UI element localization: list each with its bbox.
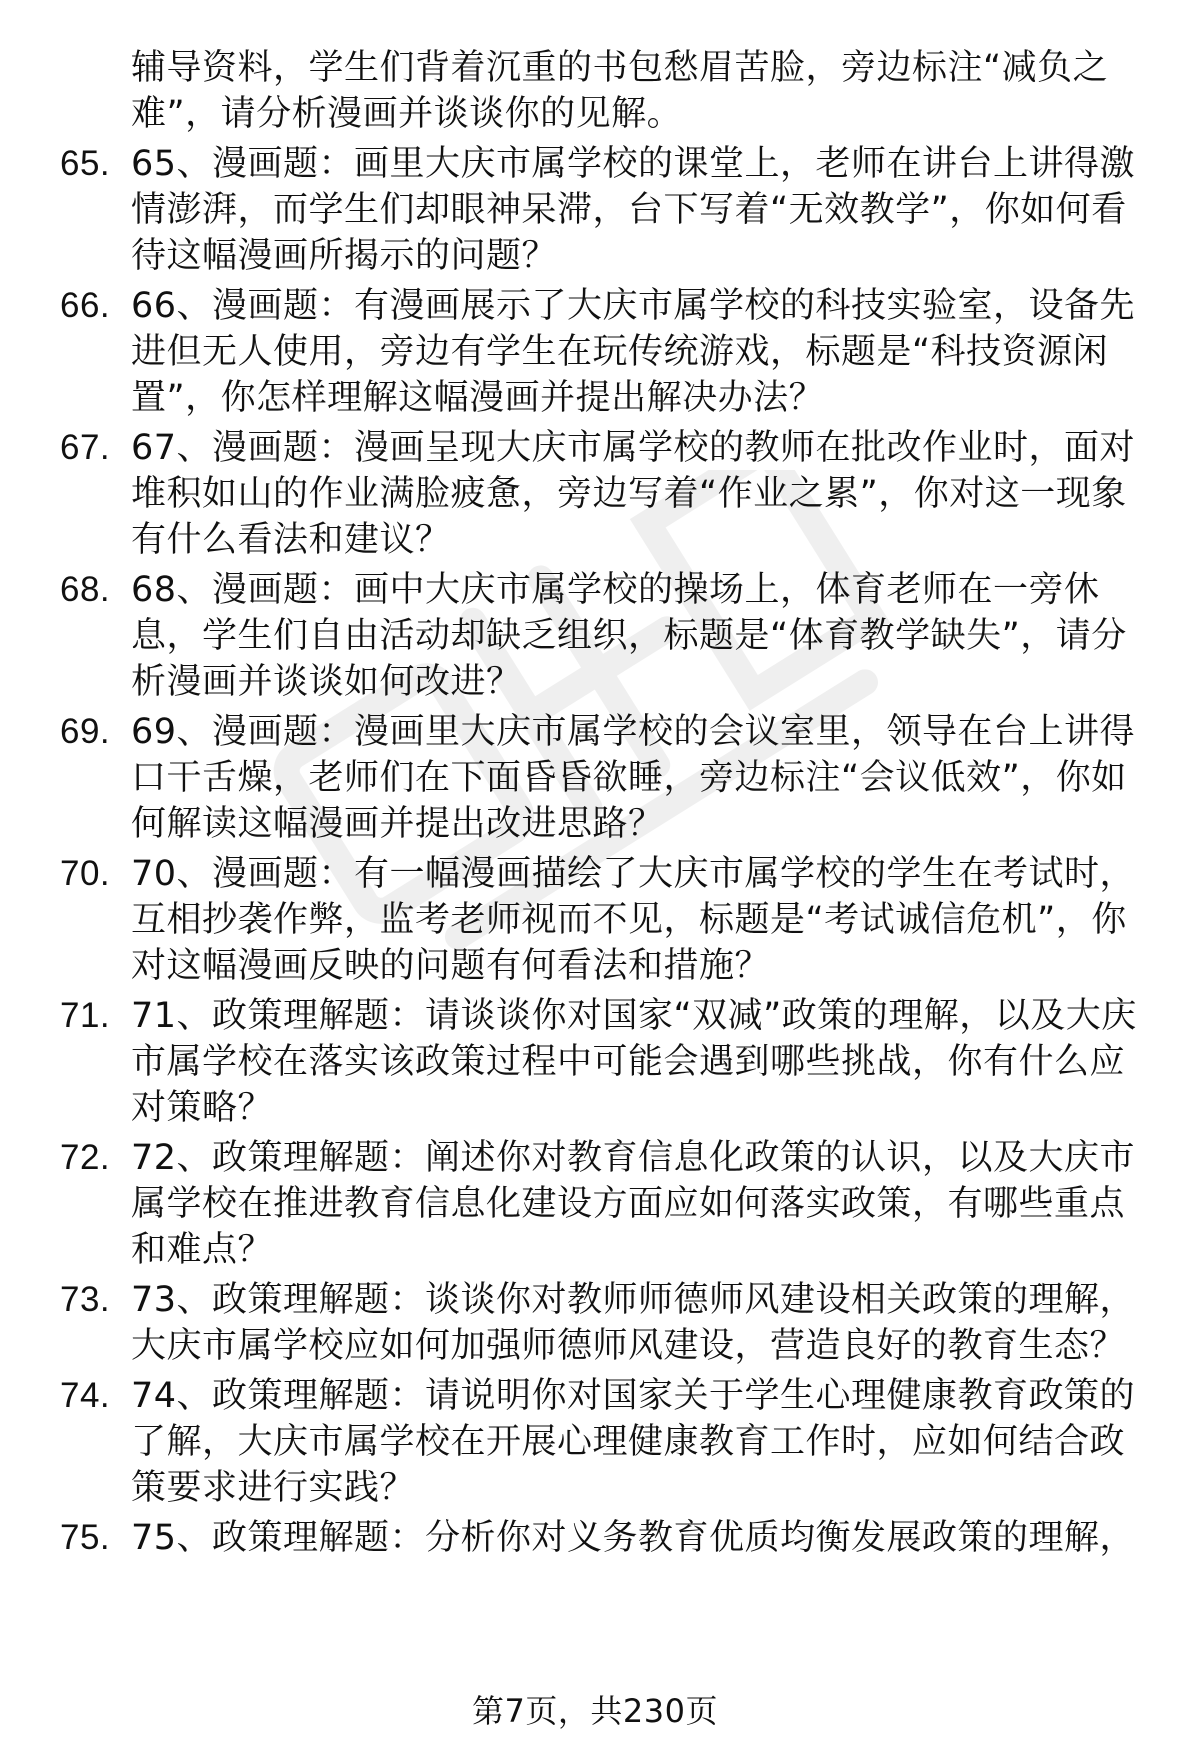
item-text	[131, 567, 1141, 705]
item-text	[131, 1515, 1141, 1561]
item-number: 75.	[60, 1518, 111, 1557]
item-line: 进但无人使用，旁边有学生在玩传统游戏，标题是“科技资源闲	[131, 332, 1109, 372]
item-number: 71.	[60, 996, 111, 1035]
item-line: 策要求进行实践？	[131, 1468, 416, 1508]
item-line: 堆积如山的作业满脸疲惫，旁边写着“作业之累”，你对这一现象	[131, 474, 1127, 514]
item-line: 74、政策理解题：请说明你对国家关于学生心理健康教育政策的	[131, 1376, 1136, 1416]
item-line: 71、政策理解题：请谈谈你对国家“双减”政策的理解，以及大庆	[131, 996, 1137, 1036]
item-number: 74.	[60, 1376, 111, 1415]
item-line: 和难点？	[131, 1230, 274, 1270]
item-line: 有什么看法和建议？	[131, 520, 451, 560]
item-number: 65.	[60, 144, 111, 183]
item-number: 69.	[60, 712, 111, 751]
item-line: 属学校在推进教育信息化建设方面应如何落实政策，有哪些重点	[131, 1184, 1126, 1224]
item-text	[131, 993, 1141, 1131]
item-text	[131, 1373, 1141, 1511]
item-line: 市属学校在落实该政策过程中可能会遇到哪些挑战，你有什么应	[131, 1042, 1126, 1082]
item-line: 68、漫画题：画中大庆市属学校的操场上，体育老师在一旁休	[131, 570, 1100, 610]
item-line: 大庆市属学校应如何加强师德师风建设，营造良好的教育生态？	[131, 1326, 1126, 1366]
item-line: 70、漫画题：有一幅漫画描绘了大庆市属学校的学生在考试时，	[131, 854, 1136, 894]
item-line: 息，学生们自由活动却缺乏组织，标题是“体育教学缺失”，请分	[131, 616, 1127, 656]
continuation-line: 辅导资料，学生们背着沉重的书包愁眉苦脸，旁边标注“减负之	[131, 48, 1109, 88]
item-line: 待这幅漫画所揭示的问题？	[131, 236, 558, 276]
item-number: 67.	[60, 428, 111, 467]
item-line: 65、漫画题：画里大庆市属学校的课堂上，老师在讲台上讲得激	[131, 144, 1136, 184]
item-line: 67、漫画题：漫画呈现大庆市属学校的教师在批改作业时，面对	[131, 428, 1136, 468]
item-text	[131, 141, 1141, 279]
item-text	[131, 425, 1141, 563]
item-line: 了解，大庆市属学校在开展心理健康教育工作时，应如何结合政	[131, 1422, 1126, 1462]
item-number: 70.	[60, 854, 111, 893]
item-number: 73.	[60, 1280, 111, 1319]
item-text	[131, 283, 1141, 421]
item-line: 置”，你怎样理解这幅漫画并提出解决办法？	[131, 378, 825, 418]
item-line: 75、政策理解题：分析你对义务教育优质均衡发展政策的理解，	[131, 1518, 1136, 1558]
item-text	[131, 1277, 1141, 1369]
item-text	[131, 709, 1141, 847]
item-line: 66、漫画题：有漫画展示了大庆市属学校的科技实验室，设备先	[131, 286, 1136, 326]
item-line: 情澎湃，而学生们却眼神呆滞，台下写着“无效教学”，你如何看	[131, 190, 1127, 230]
item-line: 对这幅漫画反映的问题有何看法和措施？	[131, 946, 771, 986]
item-line: 互相抄袭作弊，监考老师视而不见，标题是“考试诚信危机”，你	[131, 900, 1127, 940]
item-line: 73、政策理解题：谈谈你对教师师德师风建设相关政策的理解，	[131, 1280, 1136, 1320]
item-line: 何解读这幅漫画并提出改进思路？	[131, 804, 664, 844]
item-number: 72.	[60, 1138, 111, 1177]
item-line: 析漫画并谈谈如何改进？	[131, 662, 522, 702]
item-line: 口干舌燥，老师们在下面昏昏欲睡，旁边标注“会议低效”，你如	[131, 758, 1127, 798]
continuation-line: 难”，请分析漫画并谈谈你的见解。	[131, 94, 683, 134]
item-line: 对策略？	[131, 1088, 274, 1128]
item-line: 69、漫画题：漫画里大庆市属学校的会议室里，领导在台上讲得	[131, 712, 1136, 752]
item-text	[131, 1135, 1141, 1273]
item-number: 66.	[60, 286, 111, 325]
page-footer: 第7页，共230页	[472, 1692, 718, 1730]
item-number: 68.	[60, 570, 111, 609]
continuation-paragraph	[131, 45, 1141, 137]
item-text	[131, 851, 1141, 989]
item-line: 72、政策理解题：阐述你对教育信息化政策的认识，以及大庆市	[131, 1138, 1136, 1178]
